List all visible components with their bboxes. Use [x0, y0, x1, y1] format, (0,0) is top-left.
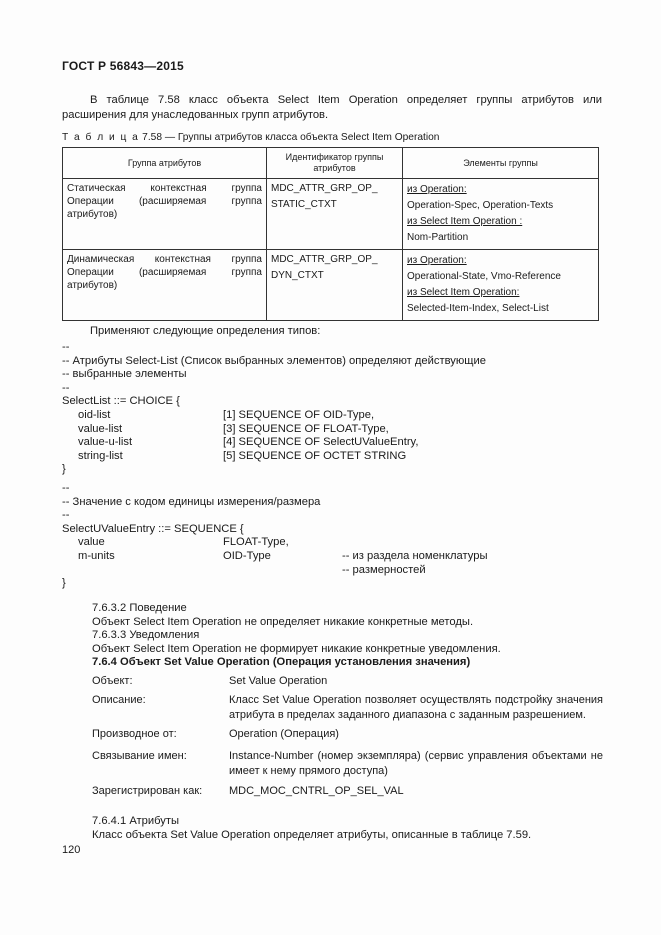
element-source: из Select Item Operation:: [407, 287, 520, 298]
select-list-definition: [62, 340, 602, 476]
code-line: [62, 522, 602, 536]
code-line: [62, 449, 602, 463]
table-caption-prefix: Т а б л и ц а: [62, 132, 140, 143]
behavior-text: Объект Select Item Operation не определяет никакие конкретные методы.: [92, 615, 474, 628]
element-source: из Select Item Operation :: [407, 216, 523, 227]
definition-value: Operation (Операция): [229, 728, 339, 740]
set-value-operation-heading: 7.6.4 Объект Set Value Operation (Операция установления значения): [92, 656, 471, 669]
select-u-value-entry-definition: [62, 481, 602, 590]
attributes-text: Класс объекта Set Value Operation определяет атрибуты, описанные в таблице 7.59.: [92, 828, 532, 841]
identifier-line: DYN_CTXT: [271, 270, 324, 281]
code-comment: -- размерностей: [342, 563, 426, 576]
field-type: [5] SEQUENCE OF OCTET STRING: [223, 449, 407, 462]
code-line: [62, 495, 602, 509]
code-line: [62, 394, 602, 408]
intro-paragraph: В таблице 7.58 класс объекта Select Item Operation определяет группы атрибутов или расширения для унаследованных групп атрибутов.: [62, 94, 602, 121]
code-line: [62, 576, 602, 590]
code-comment: --: [62, 341, 70, 353]
field-name: value: [78, 536, 105, 549]
definition-key: Связывание имен:: [92, 750, 187, 762]
code-line: [62, 535, 602, 549]
definition-value: Instance-Number (номер экземпляра) (сервис управления объектами не имеет к нему прямого доступа): [229, 750, 603, 777]
field-type: [4] SEQUENCE OF SelectUValueEntry,: [223, 436, 419, 449]
code-declaration: SelectUValueEntry ::= SEQUENCE {: [62, 522, 244, 535]
notify-text: Объект Select Item Operation не формирует никакие конкретные уведомления.: [92, 642, 501, 655]
table-header-row: [63, 148, 599, 179]
definition-key: Объект:: [92, 675, 133, 687]
field-name: string-list: [78, 449, 123, 462]
definition-value: Set Value Operation: [229, 675, 328, 687]
attributes-heading: 7.6.4.1 Атрибуты: [92, 815, 180, 827]
code-comment: -- Значение с кодом единицы измерения/размера: [62, 495, 321, 508]
document-code-header: ГОСТ Р 56843—2015: [62, 59, 184, 73]
notify-heading: 7.6.3.3 Уведомления: [92, 629, 200, 642]
page-number: 120: [62, 844, 81, 856]
field-type: [3] SEQUENCE OF FLOAT-Type,: [223, 422, 389, 435]
definition-key: Производное от:: [92, 728, 177, 740]
element-list: Nom-Partition: [407, 232, 469, 243]
code-line: [62, 367, 602, 381]
field-name: oid-list: [78, 408, 111, 421]
header-elements: Элементы группы: [403, 148, 599, 179]
field-type: FLOAT-Type,: [223, 536, 289, 549]
field-name: m-units: [78, 549, 115, 562]
field-name: value-u-list: [78, 436, 133, 449]
attribute-groups-table: [62, 147, 599, 321]
element-list: Selected-Item-Index, Select-List: [407, 303, 549, 314]
table-caption-title: 7.58 — Группы атрибутов класса объекта Select Item Operation: [139, 132, 440, 143]
object-definition: [92, 674, 612, 799]
code-line: [62, 549, 602, 563]
code-line: [62, 422, 602, 436]
code-line: [62, 462, 602, 476]
definition-value: Класс Set Value Operation позволяет осуществлять подстройку значения атрибута в пределах заданного диапазона с заданным разрешением.: [229, 694, 603, 721]
code-brace: }: [62, 577, 66, 590]
table-row: [63, 179, 599, 250]
header-identifier: Идентификатор группы атрибутов: [267, 148, 403, 179]
element-list: Operational-State, Vmo-Reference: [407, 271, 561, 282]
code-line: [62, 381, 602, 395]
header-group: Группа атрибутов: [63, 148, 267, 179]
code-comment: --: [62, 509, 70, 522]
code-comment: --: [62, 482, 70, 494]
table-caption: [62, 131, 439, 145]
code-line: [62, 481, 602, 495]
field-name: value-list: [78, 422, 123, 435]
element-list: Operation-Spec, Operation-Texts: [407, 200, 554, 211]
code-comment: -- из раздела номенклатуры: [342, 549, 488, 562]
field-type: [1] SEQUENCE OF OID-Type,: [223, 408, 375, 421]
code-line: [62, 435, 602, 449]
identifier-cell: [267, 250, 403, 321]
code-line: [62, 563, 602, 577]
code-line: [62, 408, 602, 422]
code-declaration: SelectList ::= CHOICE {: [62, 395, 180, 408]
element-source: из Operation:: [407, 255, 467, 266]
element-source: из Operation:: [407, 184, 467, 195]
code-comment: --: [62, 381, 70, 394]
code-comment: -- Атрибуты Select-List (Список выбранных элементов) определяют действующие: [62, 354, 486, 367]
types-intro: Применяют следующие определения типов:: [90, 325, 321, 337]
identifier-line: MDC_ATTR_GRP_OP_: [271, 183, 378, 194]
code-line: [62, 508, 602, 522]
elements-cell: [403, 250, 599, 321]
group-cell: Динамическая контекстная группа Операции (расширяемая группа атрибутов): [63, 250, 267, 321]
code-line: [62, 354, 602, 368]
behavior-heading: 7.6.3.2 Поведение: [92, 602, 187, 614]
elements-cell: [403, 179, 599, 250]
identifier-line: MDC_ATTR_GRP_OP_: [271, 254, 378, 265]
identifier-cell: [267, 179, 403, 250]
definition-value: MDC_MOC_CNTRL_OP_SEL_VAL: [229, 785, 404, 797]
definition-key: Описание:: [92, 694, 146, 706]
identifier-line: STATIC_CTXT: [271, 199, 337, 210]
table-row: [63, 250, 599, 321]
code-line: [62, 340, 602, 354]
code-brace: }: [62, 463, 66, 476]
definition-key: Зарегистрирован как:: [92, 785, 203, 797]
group-cell: Статическая контекстная группа Операции (расширяемая группа атрибутов): [63, 179, 267, 250]
field-type: OID-Type: [223, 549, 271, 562]
sections-block: [92, 602, 602, 670]
code-comment: -- выбранные элементы: [62, 368, 187, 381]
attributes-block: [92, 815, 602, 842]
